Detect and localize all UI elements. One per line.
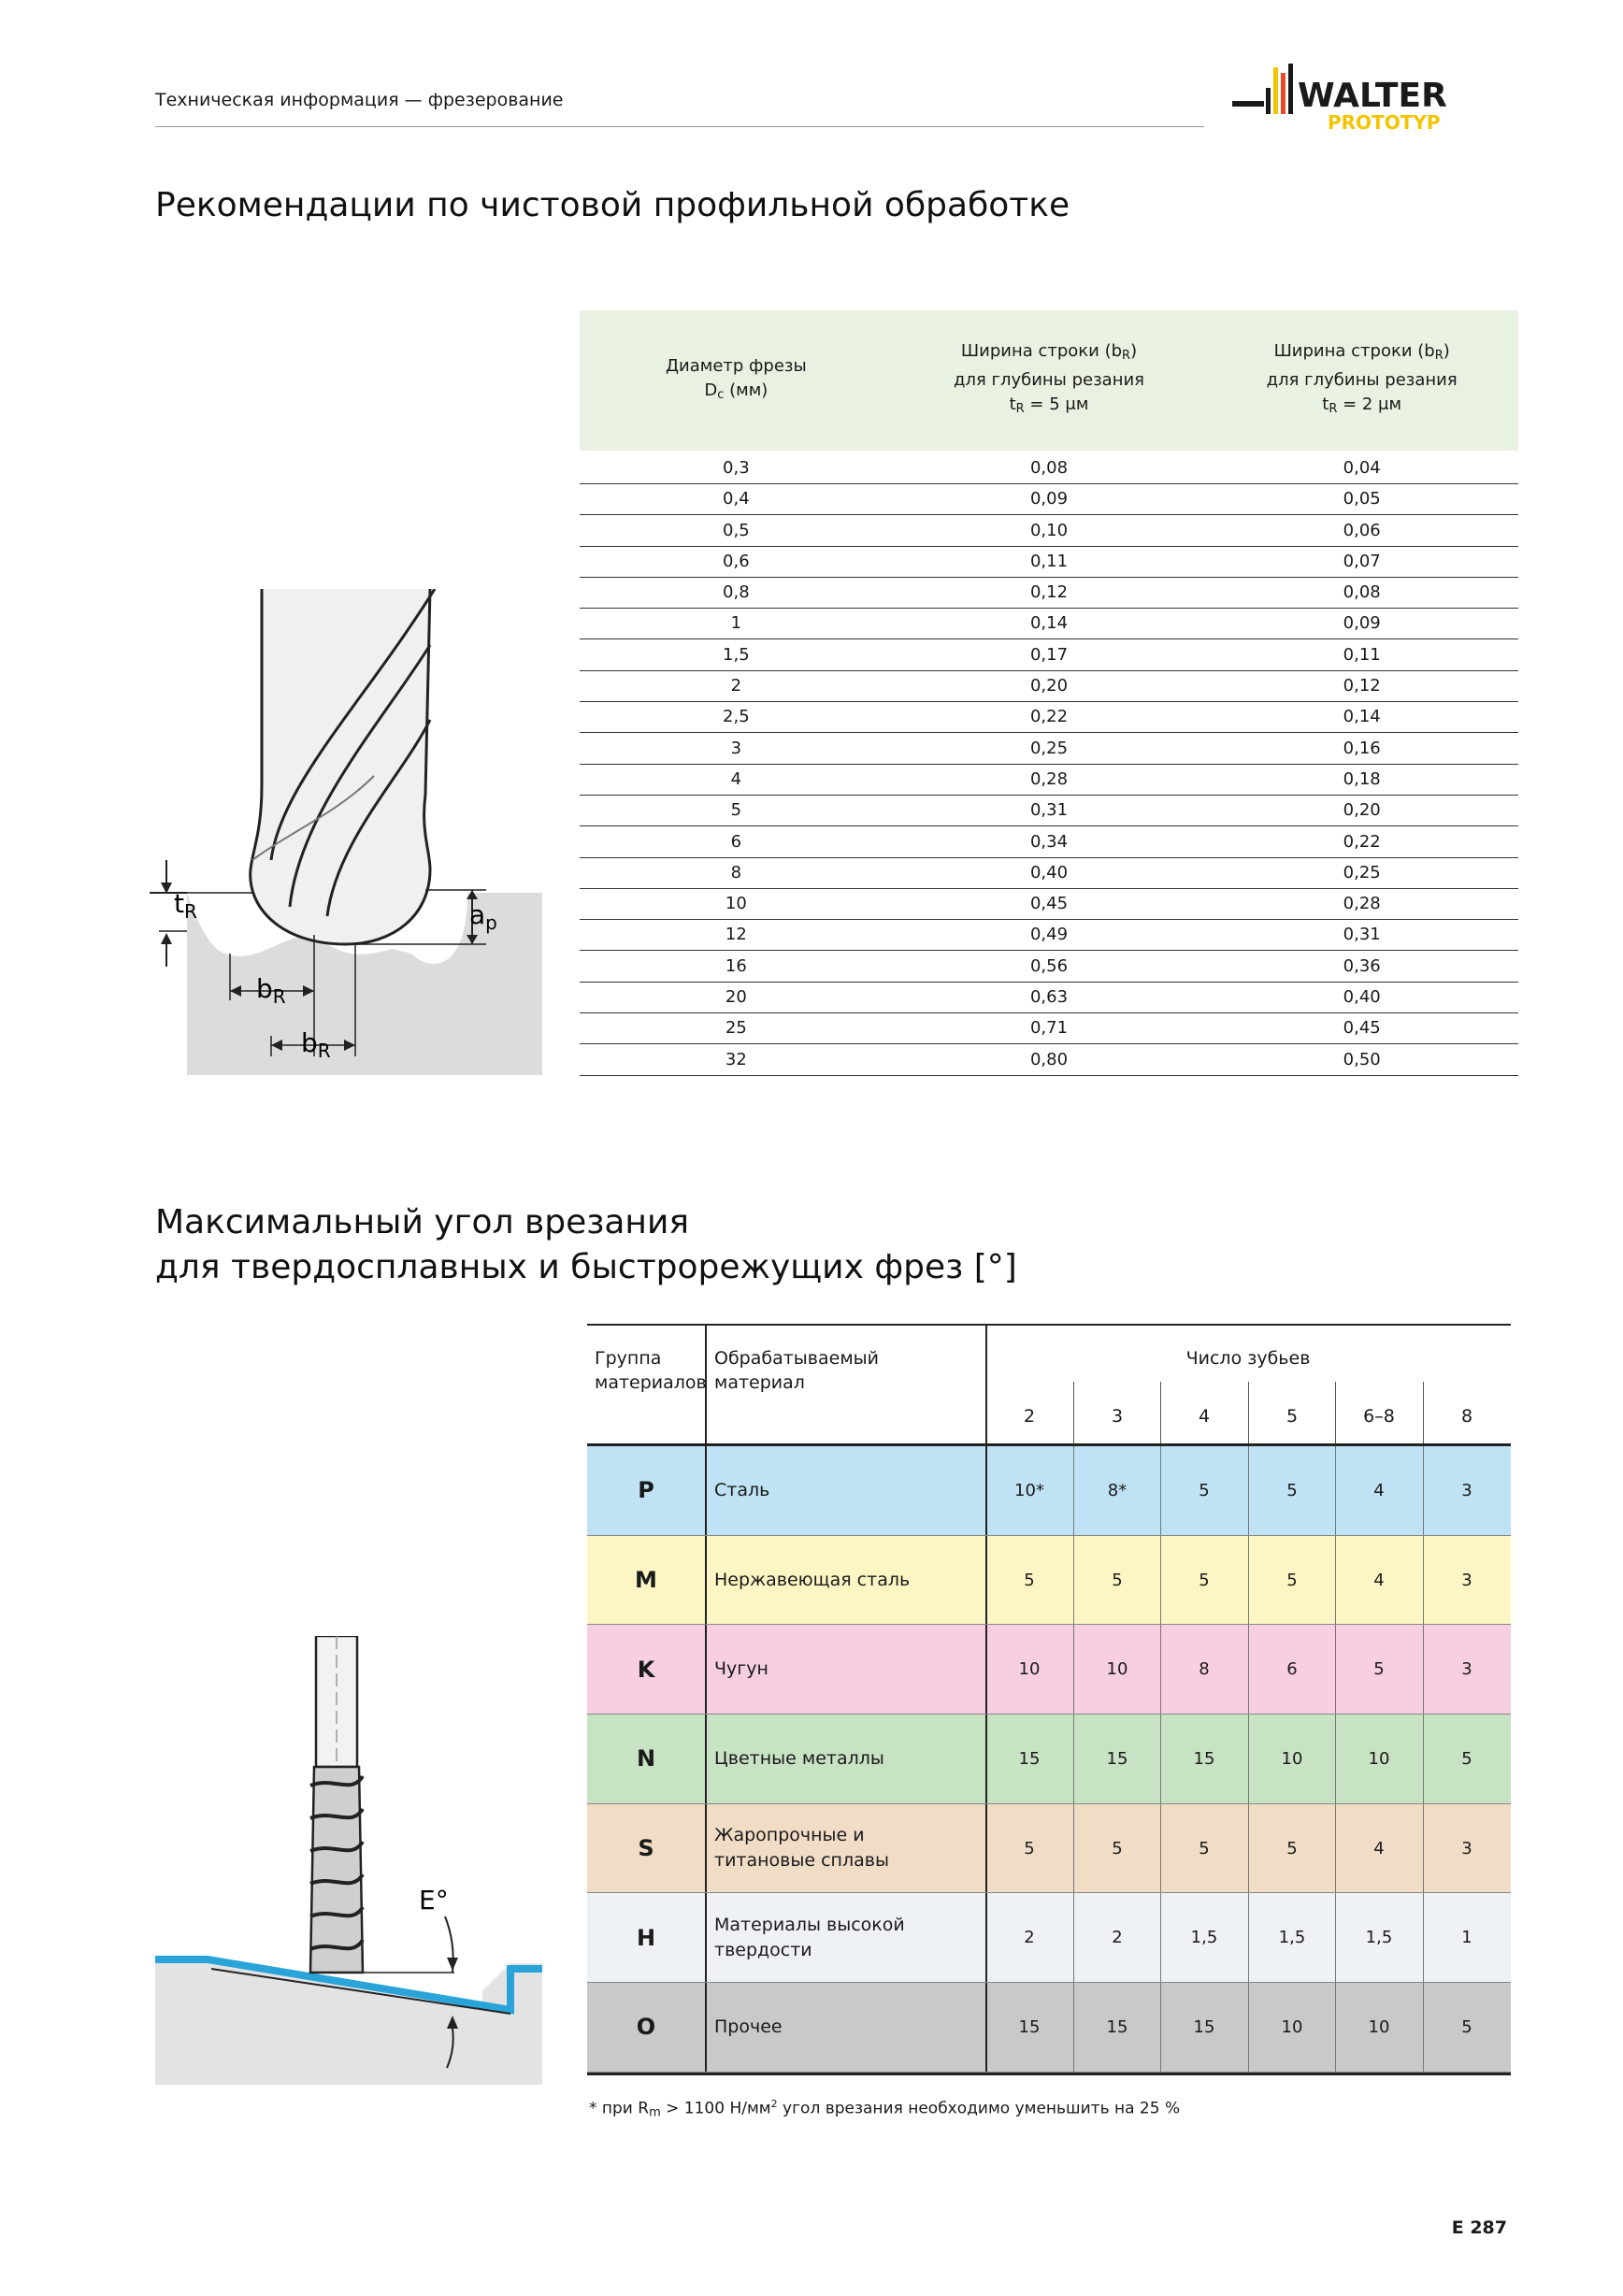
cell-material <box>714 1893 976 1982</box>
divider <box>1160 1382 1161 1443</box>
table-row <box>580 828 1518 858</box>
header-cutter-diameter <box>580 310 893 451</box>
cell-angle: 10 <box>1281 1748 1303 1769</box>
header-text: Ширина строки (b <box>1273 341 1435 361</box>
cell-group: H <box>636 1924 656 1951</box>
table-row <box>580 1014 1518 1044</box>
cell-material: Цветные металлы <box>714 1747 884 1769</box>
header-teeth-6: 8 <box>1460 1406 1473 1427</box>
table-row <box>580 1046 1518 1076</box>
ball-nose-finishing-diagram <box>150 589 542 1075</box>
table-row <box>580 890 1518 920</box>
cell-angle: 5 <box>1373 1659 1385 1680</box>
cell-material: Нержавеющая сталь <box>714 1569 911 1590</box>
table-row <box>580 485 1518 515</box>
header-text: (мм) <box>724 380 768 400</box>
table-row <box>580 610 1518 639</box>
cell-diameter: 2,5 <box>723 707 750 727</box>
cell-angle: 10 <box>1368 1748 1390 1769</box>
cell-group: N <box>636 1745 656 1772</box>
cell-stepover-5um: 0,28 <box>1029 768 1069 789</box>
cell-stepover-5um: 0,17 <box>1029 644 1069 665</box>
material-text: Жаропрочные и <box>714 1825 865 1846</box>
cell-material: Сталь <box>714 1479 770 1500</box>
cell-angle: 5 <box>1461 1748 1472 1769</box>
cell-angle: 15 <box>1193 1748 1215 1769</box>
cell-diameter: 8 <box>730 862 742 883</box>
ramp-angle-label: E° <box>419 1885 449 1916</box>
table-row <box>580 796 1518 826</box>
cell-angle: 3 <box>1461 1659 1472 1680</box>
cell-angle: 15 <box>1106 2016 1128 2037</box>
footnote-text: угол врезания необходимо уменьшить на 25 % <box>777 2099 1181 2118</box>
cell-stepover-2um: 0,12 <box>1343 676 1381 696</box>
material-row-n <box>587 1715 1511 1804</box>
cell-angle: 5 <box>1199 1838 1210 1858</box>
cell-group: K <box>637 1656 655 1683</box>
cell-stepover-2um: 0,45 <box>1343 1018 1381 1039</box>
cell-diameter: 6 <box>730 831 742 852</box>
cell-angle: 2 <box>1112 1928 1123 1948</box>
cell-stepover-5um: 0,71 <box>1029 1018 1069 1039</box>
section1-title: Рекомендации по чистовой профильной обработке <box>155 186 1070 224</box>
cell-diameter: 10 <box>725 894 747 914</box>
header-teeth-5: 6–8 <box>1363 1406 1395 1427</box>
cell-material: Чугун <box>714 1658 768 1680</box>
material-row-o <box>587 1983 1511 2073</box>
material-text-wrap <box>714 1913 905 1963</box>
header-text: для глубины резания <box>1266 370 1458 390</box>
cell-diameter: 0,8 <box>723 582 750 603</box>
cell-diameter: 20 <box>725 987 747 1008</box>
divider <box>705 1625 707 1714</box>
header-teeth-3: 4 <box>1198 1406 1211 1427</box>
cell-angle: 10 <box>1368 2016 1390 2037</box>
divider <box>1248 1382 1249 1443</box>
cell-diameter: 0,3 <box>723 458 750 478</box>
cell-angle: 5 <box>1024 1838 1035 1858</box>
header-group <box>595 1346 707 1395</box>
ramp-angle-table-header <box>587 1324 1511 1446</box>
footnote-text: * при R <box>589 2099 650 2118</box>
cell-group: O <box>636 2014 656 2041</box>
cell-angle: 1 <box>1461 1928 1472 1948</box>
cell-stepover-2um: 0,08 <box>1343 582 1381 603</box>
cell-stepover-2um: 0,04 <box>1343 458 1381 478</box>
table-row <box>580 454 1518 484</box>
table-row <box>580 983 1518 1013</box>
material-text-wrap <box>714 1823 889 1873</box>
divider <box>1423 1382 1424 1443</box>
header-text: ) <box>1443 341 1450 361</box>
material-text: титановые сплавы <box>714 1850 889 1872</box>
cell-stepover-2um: 0,20 <box>1343 800 1381 821</box>
header-text <box>961 339 1137 368</box>
header-text: материалов <box>595 1372 707 1393</box>
cell-stepover-5um: 0,56 <box>1029 955 1069 976</box>
cell-angle: 15 <box>1106 1748 1128 1769</box>
divider <box>705 1893 707 1982</box>
cell-stepover-5um: 0,10 <box>1029 520 1069 540</box>
cell-angle: 8* <box>1107 1480 1127 1500</box>
cell-angle: 2 <box>1024 1928 1035 1948</box>
header-subscript: R <box>1434 349 1443 363</box>
header-text: Группа <box>595 1348 662 1369</box>
cell-angle: 1,5 <box>1278 1928 1306 1948</box>
header-section-title: Техническая информация — фрезерование <box>155 90 564 110</box>
cell-diameter: 0,5 <box>723 520 750 540</box>
section2-title <box>155 1200 1017 1290</box>
br-label-2: $b_R$ <box>301 1027 331 1062</box>
table-row <box>580 735 1518 765</box>
table-bottom-rule <box>587 2073 1511 2075</box>
header-stepover-2um <box>1205 310 1518 451</box>
ramp-angle-table <box>587 1324 1511 2075</box>
stepover-table-header <box>580 310 1518 451</box>
header-text <box>1274 339 1450 368</box>
header-text: материал <box>714 1372 805 1393</box>
header-subscript: c <box>717 387 725 402</box>
header-text: t <box>1009 395 1016 414</box>
cell-angle: 15 <box>1018 1748 1041 1769</box>
header-teeth-4: 5 <box>1285 1406 1299 1427</box>
header-text <box>704 379 768 408</box>
header-teeth-count: Число зубьев <box>1185 1348 1311 1369</box>
cell-stepover-2um: 0,09 <box>1343 613 1381 634</box>
cell-stepover-5um: 0,14 <box>1029 613 1069 634</box>
cell-angle: 5 <box>1286 1838 1298 1858</box>
material-row-h <box>587 1893 1511 1983</box>
cell-diameter: 0,6 <box>723 551 750 571</box>
table-row <box>580 766 1518 796</box>
cell-stepover-5um: 0,11 <box>1029 551 1069 571</box>
cell-stepover-2um: 0,22 <box>1343 831 1381 852</box>
table-row <box>580 921 1518 951</box>
divider <box>705 1446 707 1535</box>
cell-angle: 4 <box>1373 1480 1385 1500</box>
cell-diameter: 5 <box>730 800 742 821</box>
divider <box>705 1983 707 2072</box>
header-text: = 5 μм <box>1024 395 1089 414</box>
cell-angle: 5 <box>1286 1570 1298 1590</box>
cell-stepover-2um: 0,36 <box>1343 955 1381 976</box>
cell-angle: 6 <box>1286 1659 1298 1680</box>
footnote-text: > 1100 Н/мм <box>660 2099 771 2118</box>
header-material <box>714 1346 879 1395</box>
cell-stepover-5um: 0,49 <box>1029 925 1069 945</box>
table-row <box>580 703 1518 733</box>
cell-stepover-5um: 0,20 <box>1029 676 1069 696</box>
cell-diameter: 2 <box>730 676 742 696</box>
header-subscript: R <box>1329 402 1338 416</box>
divider <box>705 1536 707 1625</box>
divider <box>705 1715 707 1803</box>
table-row <box>580 579 1518 609</box>
section2-title-line1: Максимальный угол врезания <box>155 1203 690 1241</box>
header-divider <box>155 126 1204 127</box>
cell-diameter: 4 <box>730 768 742 789</box>
ramping-angle-diagram <box>155 1636 542 2085</box>
cell-angle: 10 <box>1281 2016 1303 2037</box>
cell-angle: 5 <box>1199 1480 1210 1500</box>
stepover-table <box>580 310 1518 1076</box>
cell-stepover-5um: 0,45 <box>1029 894 1069 914</box>
header-text: Обрабатываемый <box>714 1348 880 1369</box>
cell-stepover-5um: 0,34 <box>1029 831 1069 852</box>
cell-material <box>714 1804 976 1893</box>
cell-angle: 5 <box>1199 1570 1210 1590</box>
cell-angle: 1,5 <box>1190 1928 1218 1948</box>
cell-stepover-2um: 0,31 <box>1343 925 1381 945</box>
cell-stepover-5um: 0,12 <box>1029 582 1069 603</box>
table-row <box>580 672 1518 702</box>
cell-angle: 5 <box>1286 1480 1298 1500</box>
cell-diameter: 32 <box>725 1049 747 1069</box>
material-row-m <box>587 1536 1511 1626</box>
cell-stepover-5um: 0,09 <box>1029 489 1069 509</box>
divider <box>1335 1382 1336 1443</box>
cell-material: Прочее <box>714 2016 783 2037</box>
footnote-subscript: m <box>649 2105 661 2120</box>
cell-stepover-5um: 0,40 <box>1029 862 1069 883</box>
cell-diameter: 25 <box>725 1018 747 1039</box>
cell-stepover-5um: 0,22 <box>1029 707 1069 727</box>
header-text <box>1322 393 1401 422</box>
header-stepover-5um <box>893 310 1206 451</box>
cell-group: M <box>635 1567 657 1594</box>
footnote-superscript: 2 <box>770 2098 778 2110</box>
ramp-angle-table-body <box>587 1446 1511 2073</box>
cell-stepover-2um: 0,07 <box>1343 551 1381 571</box>
logo-text-prototyp: PROTOTYP <box>1328 111 1441 134</box>
cell-angle: 3 <box>1461 1480 1472 1500</box>
cell-stepover-5um: 0,31 <box>1029 800 1069 821</box>
cell-angle: 5 <box>1112 1570 1123 1590</box>
cell-angle: 10* <box>1014 1480 1044 1500</box>
table-row <box>580 548 1518 578</box>
cell-stepover-2um: 0,11 <box>1343 644 1381 665</box>
cell-angle: 4 <box>1373 1838 1385 1858</box>
cell-angle: 3 <box>1461 1838 1472 1858</box>
header-teeth-2: 3 <box>1111 1406 1124 1427</box>
cell-angle: 5 <box>1461 2016 1472 2037</box>
cell-angle: 4 <box>1373 1570 1385 1590</box>
header-text: t <box>1322 395 1329 414</box>
header-text: для глубины резания <box>954 370 1145 390</box>
cell-stepover-2um: 0,05 <box>1343 489 1381 509</box>
cell-diameter: 3 <box>730 738 742 758</box>
cell-group: P <box>638 1477 654 1504</box>
cell-angle: 10 <box>1106 1659 1128 1680</box>
cell-angle: 3 <box>1461 1570 1472 1590</box>
material-row-k <box>587 1625 1511 1715</box>
header-text: D <box>704 380 718 400</box>
cell-diameter: 1 <box>730 613 742 634</box>
cell-stepover-2um: 0,06 <box>1343 520 1381 540</box>
material-row-p <box>587 1446 1511 1536</box>
header-teeth-1: 2 <box>1023 1406 1036 1427</box>
header-text: = 2 μм <box>1337 395 1402 414</box>
cell-angle: 15 <box>1193 2016 1215 2037</box>
walter-prototyp-logo <box>1232 60 1513 135</box>
cell-angle: 1,5 <box>1365 1928 1393 1948</box>
table-row <box>580 859 1518 889</box>
page-number: E 287 <box>1451 2217 1507 2238</box>
material-text: Материалы высокой <box>714 1914 905 1935</box>
cell-diameter: 12 <box>725 925 747 945</box>
header-text <box>1010 393 1089 422</box>
footnote <box>589 2098 1180 2120</box>
cell-angle: 5 <box>1112 1838 1123 1858</box>
cell-stepover-2um: 0,14 <box>1343 707 1381 727</box>
header-text: Ширина строки (b <box>960 341 1123 361</box>
cell-diameter: 1,5 <box>723 644 750 665</box>
cell-angle: 8 <box>1199 1659 1210 1680</box>
cell-stepover-2um: 0,50 <box>1343 1049 1381 1069</box>
cell-stepover-2um: 0,25 <box>1343 862 1381 883</box>
header-subscript: R <box>1015 402 1025 416</box>
table-row <box>580 517 1518 547</box>
header-subscript: R <box>1122 349 1131 363</box>
cell-stepover-2um: 0,40 <box>1343 987 1381 1008</box>
section2-title-line2: для твердосплавных и быстрорежущих фрез [°] <box>155 1248 1017 1286</box>
cell-stepover-5um: 0,80 <box>1029 1049 1069 1069</box>
cell-diameter: 16 <box>725 955 747 976</box>
cell-angle: 10 <box>1018 1659 1041 1680</box>
table-row <box>580 953 1518 983</box>
cell-angle: 5 <box>1024 1570 1035 1590</box>
cell-stepover-5um: 0,25 <box>1029 738 1069 758</box>
logo-text-walter: WALTER <box>1298 77 1447 115</box>
cell-stepover-2um: 0,18 <box>1343 768 1381 789</box>
ap-label: $a_p$ <box>469 899 497 934</box>
cell-stepover-2um: 0,16 <box>1343 738 1381 758</box>
cell-diameter: 0,4 <box>723 489 750 509</box>
tr-label: $t_R$ <box>174 888 197 923</box>
cell-angle: 15 <box>1018 2016 1041 2037</box>
cell-stepover-5um: 0,63 <box>1029 987 1069 1008</box>
table-row <box>580 641 1518 671</box>
cell-group: S <box>638 1835 654 1862</box>
cell-stepover-2um: 0,28 <box>1343 894 1381 914</box>
header-text: Диаметр фрезы <box>665 355 807 376</box>
divider <box>1073 1382 1074 1443</box>
material-text: твердости <box>714 1939 812 1960</box>
br-label-1: $b_R$ <box>256 973 286 1008</box>
material-row-s <box>587 1804 1511 1894</box>
cell-stepover-5um: 0,08 <box>1029 458 1069 478</box>
divider <box>705 1804 707 1893</box>
stepover-table-body <box>580 454 1518 1076</box>
header-text: ) <box>1130 341 1138 361</box>
